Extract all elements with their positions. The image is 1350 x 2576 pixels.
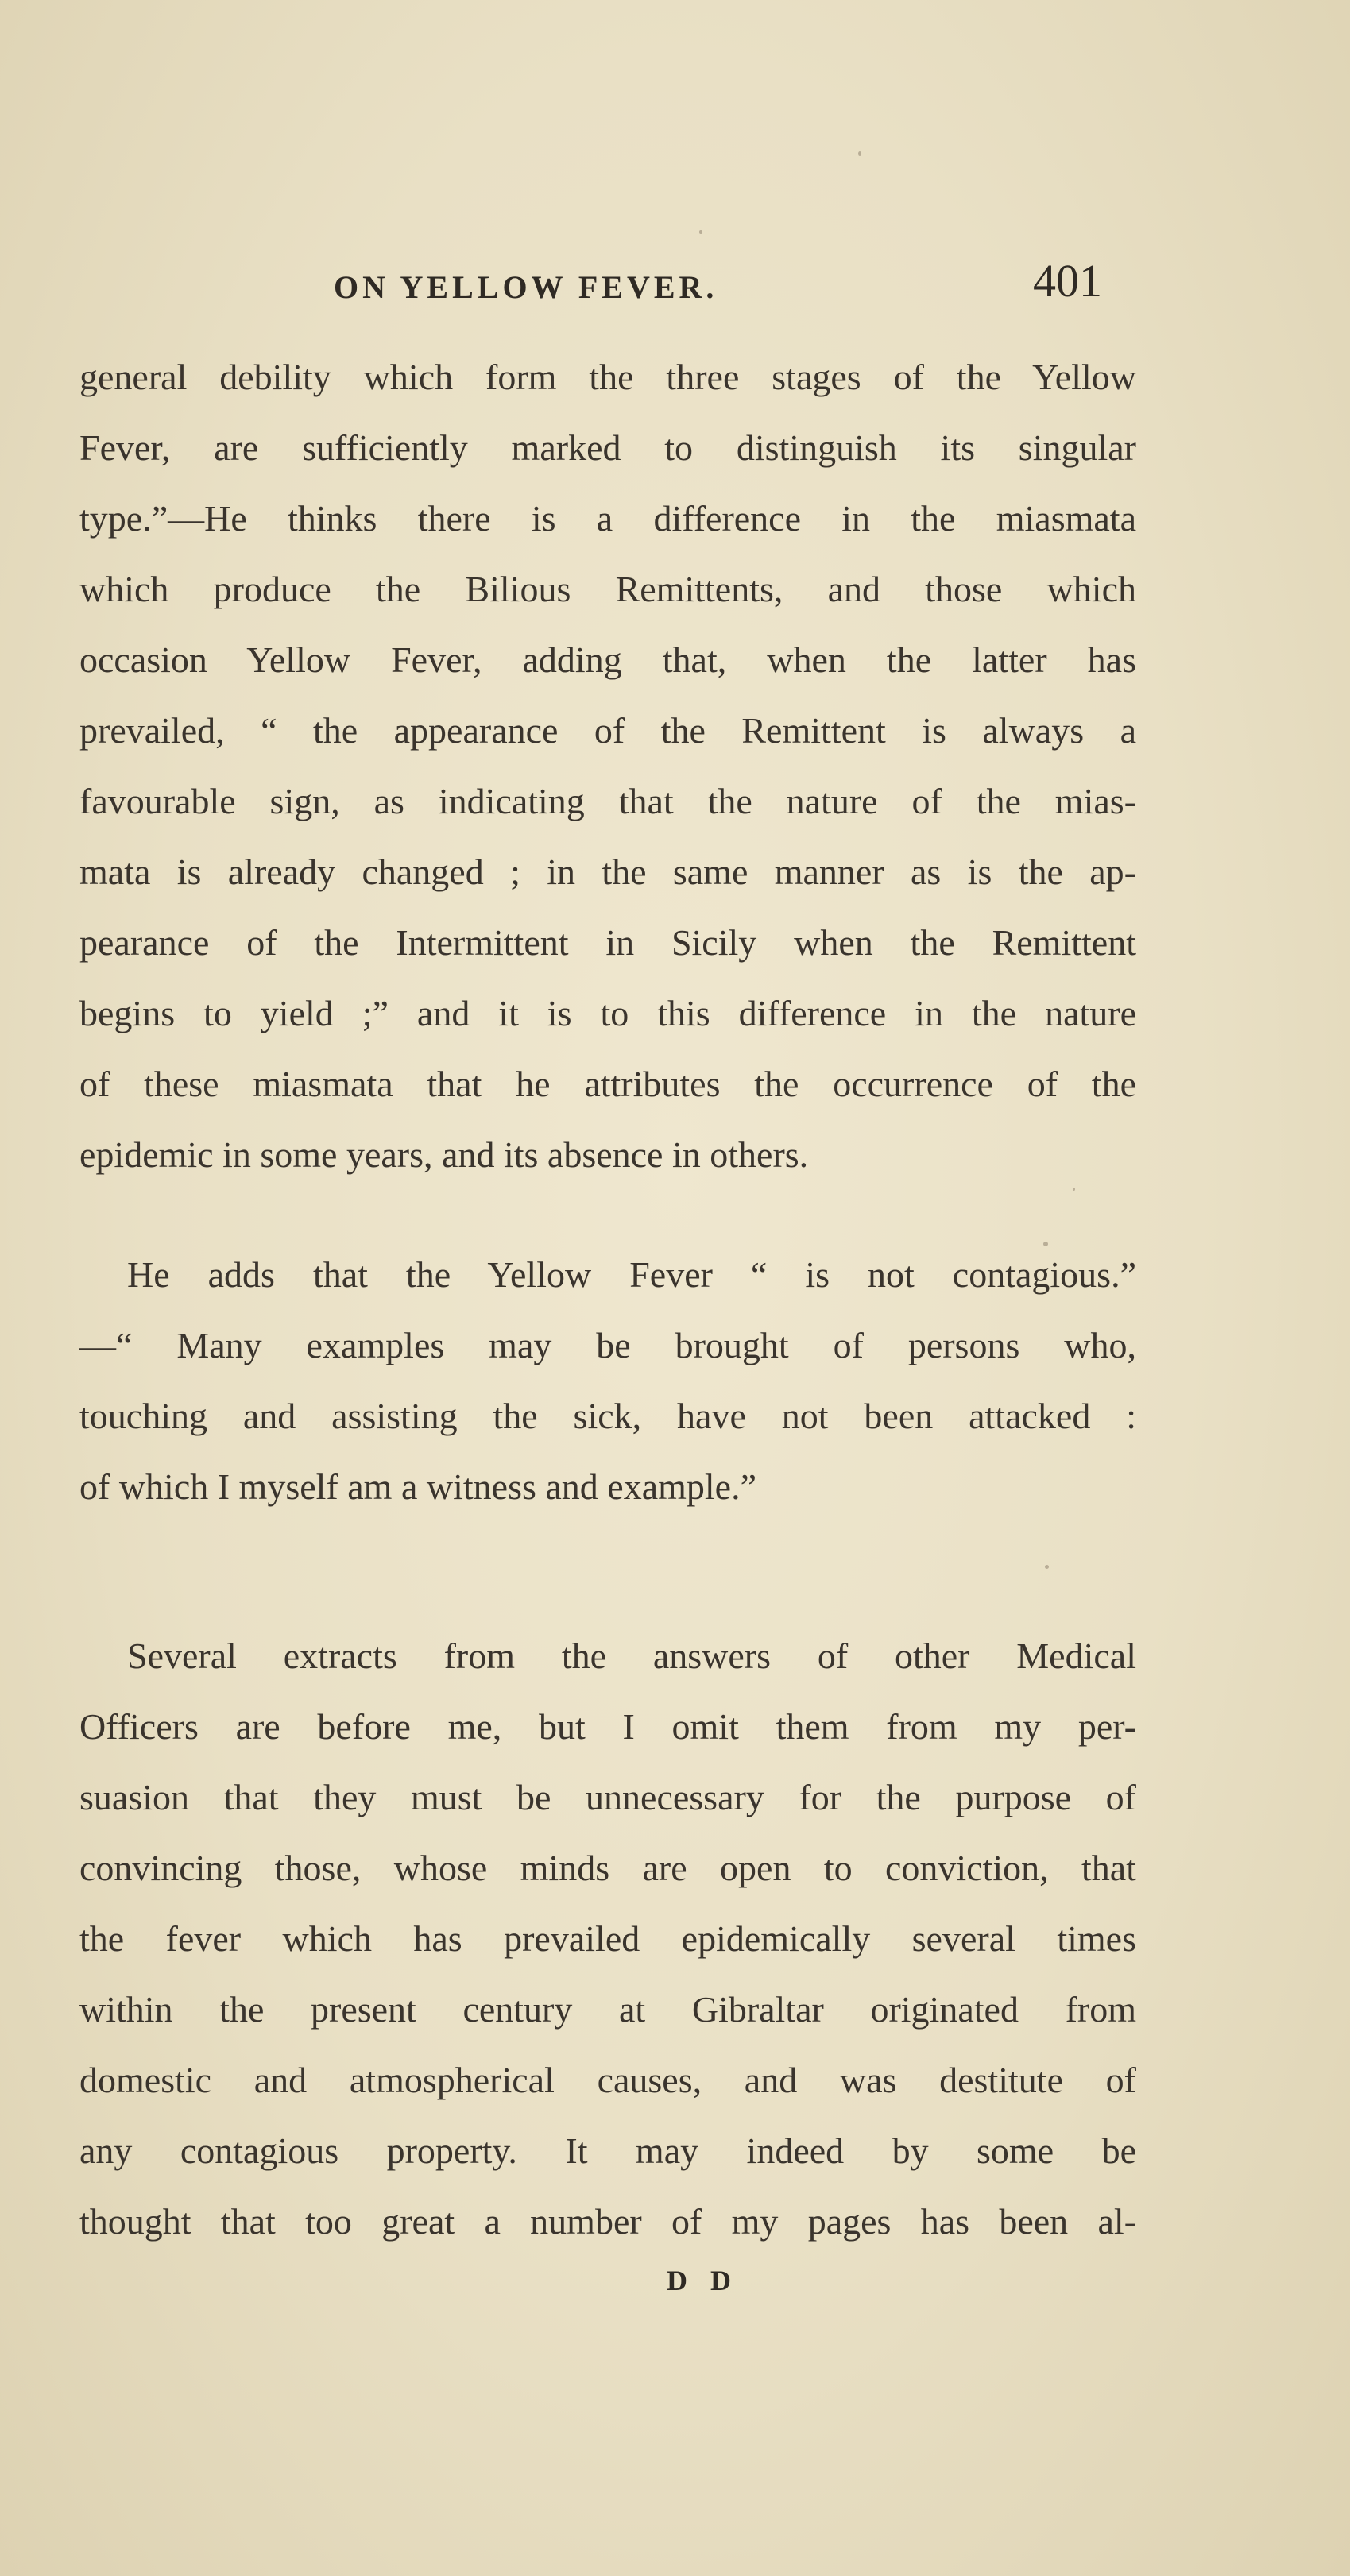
text-line: occasion Yellow Fever, adding that, when the latter has bbox=[79, 639, 1136, 680]
text-line: which produce the Bilious Remittents, and those which bbox=[79, 569, 1136, 609]
text-line: within the present century at Gibraltar originated from bbox=[79, 1989, 1136, 2030]
printer-signature-mark: D D bbox=[667, 2265, 739, 2296]
text-line: the fever which has prevailed epidemically several times bbox=[79, 1918, 1136, 1959]
paper-speck bbox=[858, 151, 861, 156]
text-line: thought that too great a number of my pages has been al- bbox=[79, 2201, 1136, 2242]
paper-speck bbox=[1045, 1565, 1049, 1569]
paper-speck bbox=[1043, 1242, 1048, 1246]
text-line: Officers are before me, but I omit them from my per- bbox=[79, 1706, 1136, 1747]
text-line: Several extracts from the answers of other Medical bbox=[127, 1636, 1136, 1676]
text-line: He adds that the Yellow Fever “ is not contagious.” bbox=[127, 1254, 1136, 1295]
text-line: general debility which form the three stages of the Yellow bbox=[79, 357, 1136, 397]
text-line: prevailed, “ the appearance of the Remittent is always a bbox=[79, 710, 1136, 751]
text-line: type.”—He thinks there is a difference in the miasmata bbox=[79, 498, 1136, 539]
text-line: any contagious property. It may indeed by some be bbox=[79, 2130, 1136, 2171]
text-line: epidemic in some years, and its absence in others. bbox=[79, 1134, 809, 1175]
text-line: —“ Many examples may be brought of persons who, bbox=[79, 1325, 1136, 1365]
text-line: touching and assisting the sick, have not been attacked : bbox=[79, 1396, 1136, 1436]
text-line: Fever, are sufficiently marked to distinguish its singular bbox=[79, 427, 1136, 468]
running-head bbox=[0, 238, 1350, 310]
text-line: convincing those, whose minds are open to conviction, that bbox=[79, 1848, 1136, 1888]
text-line: domestic and atmospherical causes, and was destitute of bbox=[79, 2060, 1136, 2100]
text-line: favourable sign, as indicating that the nature of the mias- bbox=[79, 781, 1136, 821]
text-line: begins to yield ;” and it is to this difference in the nature bbox=[79, 993, 1136, 1033]
paragraph-3 bbox=[79, 1620, 1136, 2257]
running-head-title: ON YELLOW FEVER. bbox=[334, 269, 718, 305]
text-line: mata is already changed ; in the same manner as is the ap- bbox=[79, 852, 1136, 892]
text-line: suasion that they must be unnecessary for the purpose of bbox=[79, 1777, 1136, 1817]
text-line: of which I myself am a witness and example.” bbox=[79, 1466, 757, 1507]
paper-speck bbox=[699, 230, 702, 234]
text-line: pearance of the Intermittent in Sicily when the Remittent bbox=[79, 922, 1136, 963]
page-number: 401 bbox=[1033, 255, 1102, 307]
paragraph-2 bbox=[79, 1239, 1136, 1522]
paper-speck bbox=[1073, 1188, 1075, 1191]
text-line: of these miasmata that he attributes the occurrence of the bbox=[79, 1064, 1136, 1104]
paragraph-1 bbox=[79, 342, 1136, 1190]
